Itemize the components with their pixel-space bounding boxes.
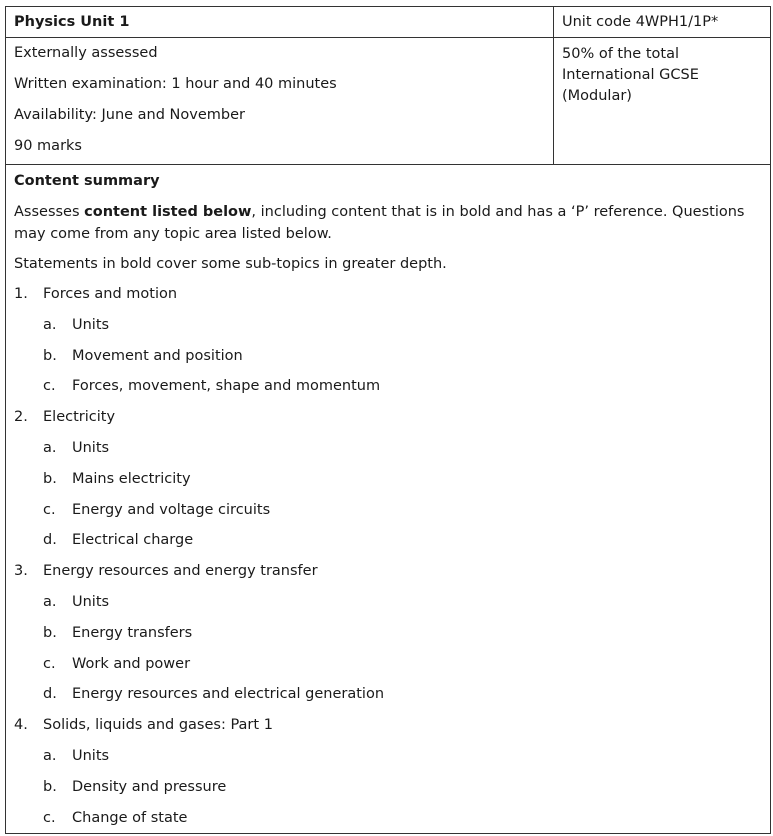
subtopic-item xyxy=(6,433,770,464)
subtopic-letter: b. xyxy=(43,624,57,641)
subtopic-title: Change of state xyxy=(72,809,188,826)
subtopic-letter: a. xyxy=(43,316,57,333)
subtopic-item xyxy=(6,341,770,372)
topic-title: Electricity xyxy=(43,409,116,426)
subtopic-letter: b. xyxy=(43,347,57,364)
subtopic-letter: d. xyxy=(43,686,57,703)
subtopic-title: Units xyxy=(72,593,110,610)
total-marks: 90 marks xyxy=(14,138,82,154)
subtopic-letter: d. xyxy=(43,532,57,549)
subtopic-title: Energy transfers xyxy=(72,624,193,641)
subtopic-title: Units xyxy=(72,747,110,764)
subtopic-title: Units xyxy=(72,316,110,333)
subtopic-title: Density and pressure xyxy=(72,778,227,795)
subtopic-title: Forces, movement, shape and momentum xyxy=(72,378,381,395)
topic-title: Solids, liquids and gases: Part 1 xyxy=(43,717,273,734)
subtopic-item xyxy=(6,649,770,680)
subtopic-item xyxy=(6,679,770,710)
subtopic-title: Energy and voltage circuits xyxy=(72,501,271,518)
subtopic-title: Work and power xyxy=(72,655,191,672)
topic-item xyxy=(6,402,770,433)
intro-bold: content listed below xyxy=(84,204,252,220)
subtopic-item xyxy=(6,618,770,649)
subtopic-letter: a. xyxy=(43,747,57,764)
subtopic-item xyxy=(6,495,770,526)
subtopic-title: Mains electricity xyxy=(72,470,191,487)
subtopic-letter: a. xyxy=(43,593,57,610)
subtopic-item xyxy=(6,464,770,495)
topic-item xyxy=(6,710,770,741)
subtopic-title: Movement and position xyxy=(72,347,243,364)
subtopic-letter: b. xyxy=(43,778,57,795)
subtopic-item xyxy=(6,803,770,834)
exam-duration: Written examination: 1 hour and 40 minutes xyxy=(14,76,337,92)
intro-prefix: Assesses xyxy=(14,204,85,220)
subtopic-letter: c. xyxy=(43,655,56,672)
subtopic-item xyxy=(6,741,770,772)
subtopic-letter: c. xyxy=(43,501,56,518)
unit-code: Unit code 4WPH1/1P* xyxy=(554,7,771,38)
topic-number: 2. xyxy=(14,409,28,426)
content-summary-title: Content summary xyxy=(14,173,160,189)
subtopic-letter: a. xyxy=(43,439,57,456)
topic-number: 1. xyxy=(14,286,28,302)
subtopic-letter: c. xyxy=(43,809,56,826)
topic-item xyxy=(6,279,770,310)
content-summary xyxy=(6,165,771,834)
subtopic-title: Electrical charge xyxy=(72,532,194,549)
subtopic-item xyxy=(6,587,770,618)
assessment-details xyxy=(6,38,554,165)
intro-paragraph xyxy=(6,197,770,249)
subtopic-item xyxy=(6,310,770,341)
intro-suffix: , including content that is in bold and has a ‘P’ reference. Questions may come from any topic area listed below. xyxy=(14,204,745,242)
unit-title: Physics Unit 1 xyxy=(6,7,554,38)
subtopic-item xyxy=(6,525,770,556)
subtopic-item xyxy=(6,772,770,803)
topic-number: 4. xyxy=(14,717,28,734)
subtopic-letter: c. xyxy=(43,378,56,395)
topic-item xyxy=(6,556,770,587)
topic-number: 3. xyxy=(14,563,28,580)
topic-list xyxy=(6,279,770,833)
unit-spec-table xyxy=(5,6,771,834)
topic-title: Energy resources and energy transfer xyxy=(43,563,318,580)
subtopic-title: Units xyxy=(72,439,110,456)
bold-note: Statements in bold cover some sub-topics in greater depth. xyxy=(14,256,447,272)
subtopic-letter: b. xyxy=(43,470,57,487)
assessment-type: Externally assessed xyxy=(14,45,158,61)
weighting: 50% of the total International GCSE (Modular) xyxy=(554,38,771,165)
topic-title: Forces and motion xyxy=(43,286,178,302)
subtopic-title: Energy resources and electrical generation xyxy=(72,686,385,703)
subtopic-item xyxy=(6,371,770,402)
availability: Availability: June and November xyxy=(14,107,245,123)
